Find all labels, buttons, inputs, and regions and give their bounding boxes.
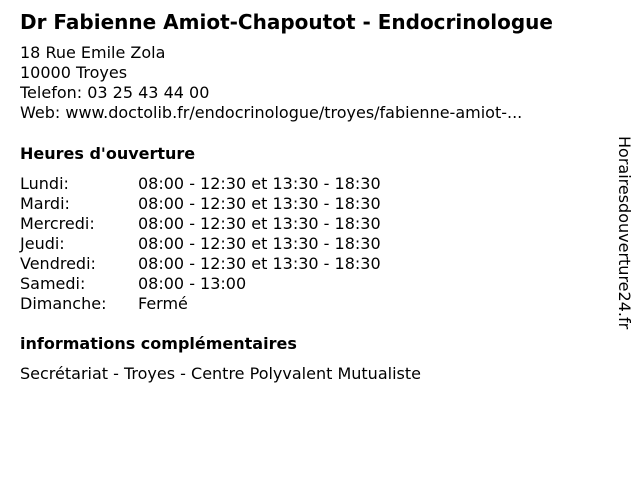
opening-hours-heading: Heures d'ouverture [20, 144, 196, 163]
day-label: Jeudi: [20, 234, 65, 253]
hours-row-lundi [20, 174, 381, 194]
site-watermark: Horairesdouverture24.fr [615, 136, 634, 330]
day-label: Lundi: [20, 174, 69, 193]
day-label: Vendredi: [20, 254, 96, 273]
time-range: 08:00 - 12:30 et 13:30 - 18:30 [138, 234, 381, 253]
hours-row-mardi [20, 194, 381, 214]
time-range: 08:00 - 12:30 et 13:30 - 18:30 [138, 214, 381, 233]
hours-row-jeudi [20, 234, 381, 254]
hours-row-vendredi [20, 254, 381, 274]
page-title: Dr Fabienne Amiot-Chapoutot - Endocrinologue [20, 10, 553, 34]
day-label: Mercredi: [20, 214, 95, 233]
hours-row-mercredi [20, 214, 381, 234]
street-address: 18 Rue Emile Zola [20, 43, 166, 62]
additional-info-text: Secrétariat - Troyes - Centre Polyvalent Mutualiste [20, 364, 421, 383]
additional-info-heading: informations complémentaires [20, 334, 297, 353]
hours-row-samedi [20, 274, 381, 294]
day-label: Dimanche: [20, 294, 107, 313]
day-label: Samedi: [20, 274, 86, 293]
address-block [20, 43, 600, 123]
time-range: 08:00 - 12:30 et 13:30 - 18:30 [138, 174, 381, 193]
day-label: Mardi: [20, 194, 70, 213]
time-range: 08:00 - 12:30 et 13:30 - 18:30 [138, 254, 381, 273]
hours-row-dimanche [20, 294, 381, 314]
phone-number: Telefon: 03 25 43 44 00 [20, 83, 210, 102]
time-range: Fermé [138, 294, 188, 313]
website-link[interactable]: Web: www.doctolib.fr/endocrinologue/troyes/fabienne-amiot-... [20, 103, 523, 122]
city-postal: 10000 Troyes [20, 63, 128, 82]
opening-hours-table [20, 174, 381, 314]
time-range: 08:00 - 12:30 et 13:30 - 18:30 [138, 194, 381, 213]
time-range: 08:00 - 13:00 [138, 274, 247, 293]
